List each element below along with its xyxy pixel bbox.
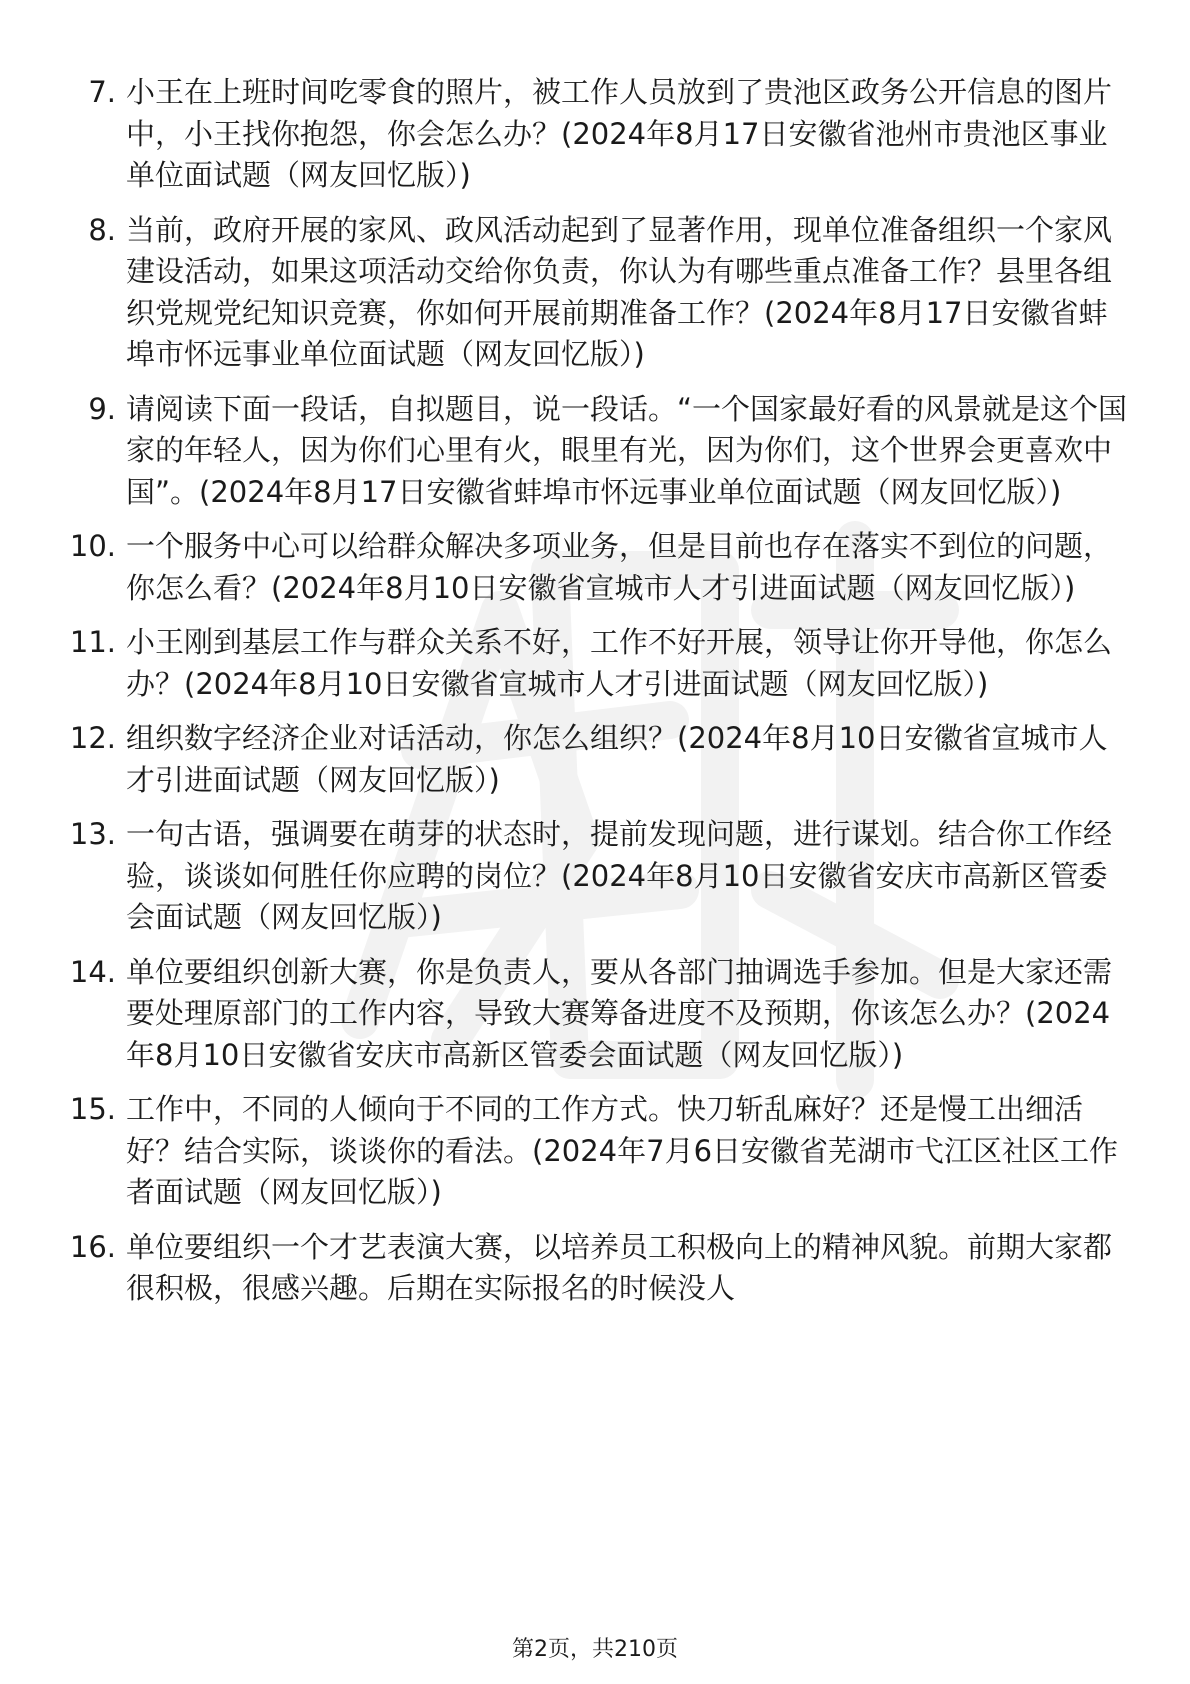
question-text: 请阅读下面一段话，自拟题目，说一段话。“一个国家最好看的风景就是这个国家的年轻人，因为你们心里有火，眼里有光，因为你们，这个世界会更喜欢中国”。(2024年8月17日安徽省蚌埠市怀远事业单位面试题（网友回忆版）)	[126, 391, 1128, 509]
question-item	[68, 718, 1128, 801]
question-text: 单位要组织创新大赛，你是负责人，要从各部门抽调选手参加。但是大家还需要处理原部门的工作内容，导致大赛筹备进度不及预期，你该怎么办？(2024年8月10日安徽省安庆市高新区管委会面试题（网友回忆版）)	[126, 954, 1113, 1072]
question-number: 7.	[88, 75, 116, 109]
question-item	[68, 526, 1128, 609]
question-text: 组织数字经济企业对话活动，你怎么组织？(2024年8月10日安徽省宣城市人才引进面试题（网友回忆版）)	[126, 721, 1108, 797]
question-item	[68, 389, 1128, 514]
question-item	[68, 210, 1128, 376]
page-content	[68, 72, 1128, 1323]
question-text: 当前，政府开展的家风、政风活动起到了显著作用，现单位准备组织一个家风建设活动，如果这项活动交给你负责，你认为有哪些重点准备工作？县里各组织党规党纪知识竞赛，你如何开展前期准备工作？(2024年8月17日安徽省蚌埠市怀远事业单位面试题（网友回忆版）)	[126, 212, 1113, 371]
question-number: 8.	[88, 212, 116, 247]
question-list	[68, 72, 1128, 1310]
question-number: 15.	[69, 1092, 116, 1126]
question-text: 工作中，不同的人倾向于不同的工作方式。快刀斩乱麻好？还是慢工出细活好？结合实际，谈谈你的看法。(2024年7月6日安徽省芜湖市弋江区社区工作者面试题（网友回忆版）)	[126, 1092, 1119, 1209]
question-text: 一个服务中心可以给群众解决多项业务，但是目前也存在落实不到位的问题，你怎么看？(2024年8月10日安徽省宣城市人才引进面试题（网友回忆版）)	[126, 529, 1113, 605]
question-number: 13.	[69, 817, 116, 851]
question-number: 12.	[69, 721, 116, 755]
question-text: 小王在上班时间吃零食的照片，被工作人员放到了贵池区政务公开信息的图片中，小王找你抱怨，你会怎么办？(2024年8月17日安徽省池州市贵池区事业单位面试题（网友回忆版）)	[126, 75, 1113, 192]
question-number: 16.	[69, 1229, 116, 1264]
question-item	[68, 814, 1128, 939]
question-item	[68, 1227, 1128, 1310]
question-item	[68, 72, 1128, 197]
question-text: 小王刚到基层工作与群众关系不好，工作不好开展，领导让你开导他，你怎么办？(2024年8月10日安徽省宣城市人才引进面试题（网友回忆版）)	[126, 625, 1113, 701]
question-item	[68, 1089, 1128, 1214]
question-number: 11.	[69, 625, 116, 659]
question-number: 9.	[88, 391, 116, 426]
question-number: 14.	[69, 954, 116, 989]
question-item	[68, 622, 1128, 705]
question-number: 10.	[69, 529, 116, 563]
question-text: 单位要组织一个才艺表演大赛，以培养员工积极向上的精神风貌。前期大家都很积极，很感兴趣。后期在实际报名的时候没人	[126, 1229, 1113, 1305]
page-footer: 第2页，共210页	[512, 1637, 678, 1662]
question-item	[68, 952, 1128, 1077]
question-text: 一句古语，强调要在萌芽的状态时，提前发现问题，进行谋划。结合你工作经验，谈谈如何胜任你应聘的岗位？(2024年8月10日安徽省安庆市高新区管委会面试题（网友回忆版）)	[126, 817, 1113, 934]
